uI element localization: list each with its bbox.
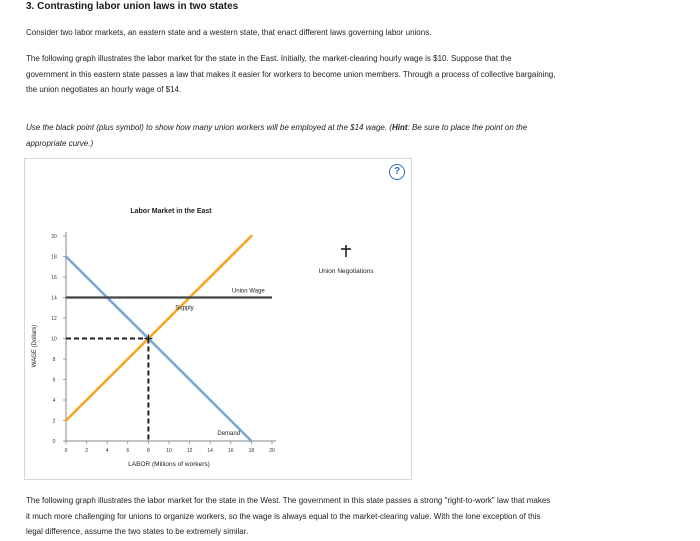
demand-label: Demand — [217, 430, 241, 437]
intro-paragraph: Consider two labor markets, an eastern state and a western state, that enact different laws governing labor unions. — [26, 28, 432, 37]
plus-point-icon[interactable] — [337, 240, 355, 258]
y-tick-label: 2 — [52, 418, 56, 425]
union-wage-label: Union Wage — [231, 288, 265, 295]
x-tick-label: 16 — [228, 448, 234, 454]
demand-curve — [66, 257, 251, 442]
y-tick-label: 14 — [51, 295, 57, 302]
y-tick-label: 4 — [52, 398, 56, 404]
instruction-paragraph: Use the black point (plus symbol) to show how many union workers will be employed at the $14 wage. (Hint: Be sure to place the point on the appropriate curve.) — [26, 123, 528, 148]
x-tick-label: 10 — [166, 448, 172, 454]
x-tick-label: 2 — [85, 448, 88, 454]
x-tick-label: 6 — [126, 448, 130, 454]
chart-title: Labor Market in the East — [130, 208, 212, 215]
x-tick-label: 18 — [248, 448, 255, 454]
question-heading: 3. Contrasting labor union laws in two states — [26, 1, 239, 12]
y-tick-label: 18 — [51, 254, 57, 261]
hint-label: Hint — [391, 123, 408, 132]
supply-curve — [66, 236, 251, 421]
y-tick-label: 0 — [52, 439, 56, 445]
x-tick-label: 12 — [186, 448, 193, 454]
y-tick-label: 20 — [51, 234, 57, 240]
x-axis-label: LABOR (Millions of workers) — [128, 461, 210, 468]
x-tick-label: 8 — [147, 448, 150, 454]
west-paragraph: The following graph illustrates the labor market for the state in the West. The government in this state passes a strong "right-to-work" law that makes it much more challenging for unions to organize workers, so the wage is always equal to the market-clearing value. With the lone exception of this legal difference, assume the two states to be extremely similar. — [26, 496, 551, 536]
y-tick-label: 6 — [52, 377, 56, 384]
x-tick-label: 4 — [105, 448, 109, 454]
union-negotiations-label[interactable]: Union Negotiations — [318, 268, 374, 275]
y-axis-label: WAGE (Dollars) — [32, 324, 38, 368]
east-paragraph: The following graph illustrates the labor market for the state in the East. Initially, the market-clearing hourly wage is $10. Suppose that the government in this eastern state passes a law that makes it easier for workers to become union members. Through a process of collective bargaining, the union negotiates an hourly wage of $14. — [26, 54, 556, 94]
supply-label: Supply — [175, 305, 194, 312]
y-tick-label: 8 — [52, 357, 56, 363]
y-tick-label: 12 — [51, 316, 57, 322]
x-tick-label: 14 — [207, 448, 213, 454]
x-tick-label: 0 — [64, 448, 68, 454]
y-tick-label: 10 — [51, 336, 57, 343]
x-tick-label: 20 — [269, 448, 275, 454]
y-tick-label: 16 — [51, 275, 57, 281]
question-circle-icon[interactable]: ? — [389, 164, 405, 180]
